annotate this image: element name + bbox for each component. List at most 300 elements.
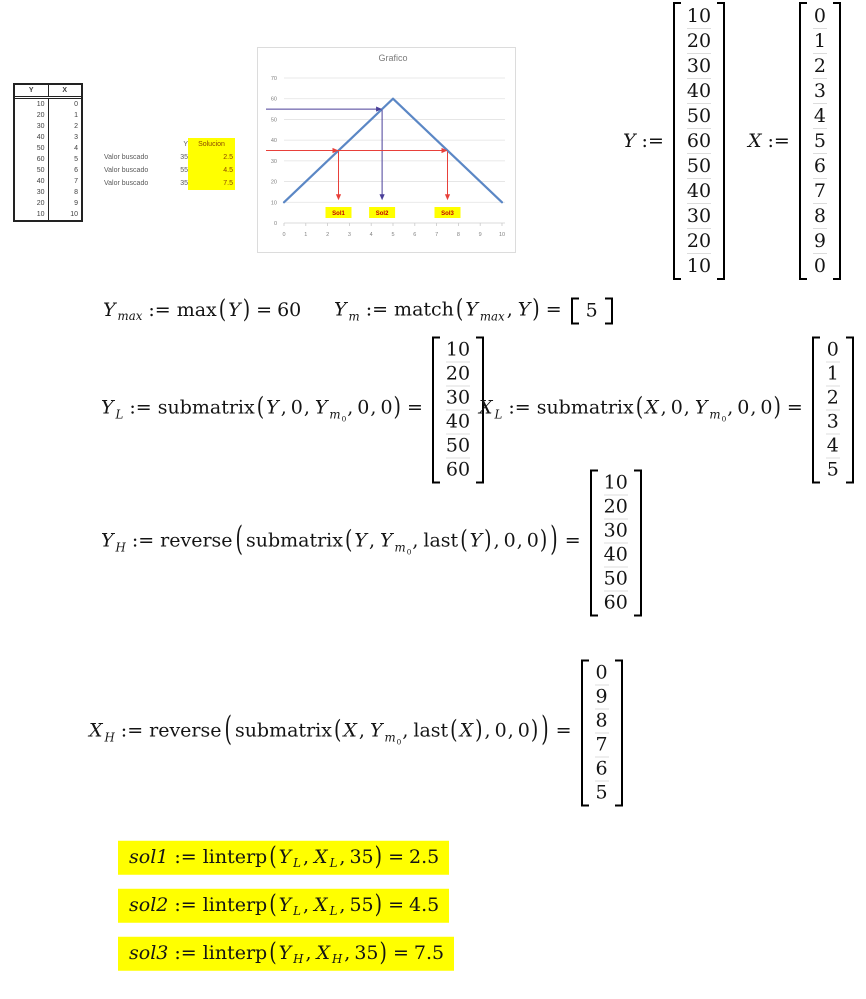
math-number: 0: [721, 414, 727, 424]
math-operator: ,: [402, 719, 409, 742]
math-number: 4.5: [408, 893, 440, 916]
table-row[interactable]: [15, 110, 81, 121]
lookup-solution-value: 2.5: [188, 151, 235, 164]
matrix-value: 0: [595, 661, 608, 684]
table-cell[interactable]: 10: [36, 211, 45, 218]
math-operator: :=: [129, 396, 152, 419]
math-operator: ,: [727, 396, 734, 419]
equation-sol1[interactable]: [118, 841, 449, 875]
matrix-column: [598, 470, 634, 617]
math-operator: :=: [174, 941, 197, 964]
matrix-value: 5: [813, 130, 826, 152]
math-subscript: [292, 904, 302, 918]
table-cell[interactable]: 30: [36, 189, 45, 196]
math-subscript: [329, 856, 339, 870]
table-cell[interactable]: 8: [48, 187, 82, 198]
math-variable: H: [293, 952, 304, 967]
math-number: 0: [406, 547, 412, 557]
lookup-y-value: 35: [180, 154, 188, 161]
math-variable: Y: [469, 529, 483, 552]
math-operator: ,: [339, 845, 346, 868]
math-operator: ,: [280, 396, 287, 419]
matrix-column: [579, 298, 605, 325]
matrix-value: 60: [603, 591, 628, 614]
math-paren: ): [475, 715, 483, 746]
lookup-table[interactable]: [104, 138, 235, 190]
math-subscript: [348, 309, 361, 323]
equation-sol2[interactable]: [118, 889, 449, 923]
math-variable: X: [645, 396, 659, 419]
matrix-value: 0: [826, 338, 839, 361]
equation-ym[interactable]: [333, 294, 617, 325]
math-variable: Y: [266, 396, 279, 419]
math-operator: ,: [344, 941, 351, 964]
table-row[interactable]: [15, 132, 81, 143]
math-variable: Y: [517, 298, 531, 321]
math-number: 0: [670, 396, 683, 419]
math-operator: ,: [370, 396, 377, 419]
math-operator: :=: [767, 130, 790, 152]
matrix-value: 4: [813, 105, 826, 127]
math-subscript: [384, 730, 402, 747]
math-number: 2.5: [408, 845, 440, 868]
math-variable: X: [343, 719, 357, 742]
math-operator: ,: [507, 719, 514, 742]
math-paren: (: [450, 715, 458, 746]
table-cell[interactable]: 20: [36, 112, 45, 119]
math-function: submatrix: [234, 719, 332, 742]
lookup-solution-value: 7.5: [188, 177, 235, 190]
math-operator: =: [786, 396, 803, 419]
column-header: X: [48, 85, 82, 96]
math-variable: Y: [278, 893, 292, 916]
math-paren: ): [539, 525, 548, 556]
matrix-value: 4: [826, 434, 839, 457]
math-big-paren: ): [541, 710, 549, 750]
math-subscript: [479, 309, 506, 323]
vector-x-definition[interactable]: [747, 2, 845, 280]
math-variable: X: [89, 719, 103, 742]
matrix-value: 9: [595, 685, 608, 708]
matrix-value: 5: [595, 781, 608, 804]
table-cell[interactable]: 9: [48, 198, 82, 209]
math-paren: (: [455, 294, 464, 325]
y-axis-tick-label: 60: [270, 96, 277, 103]
math-operator: =: [564, 529, 581, 552]
x-axis-tick-label: 5: [391, 232, 395, 238]
table-cell[interactable]: 2: [48, 121, 82, 132]
y-axis-tick-label: 40: [270, 138, 277, 145]
math-function: linterp: [202, 845, 268, 868]
math-function: last: [423, 529, 459, 552]
matrix-value: 30: [603, 519, 628, 542]
matrix-value: 7: [813, 180, 826, 202]
table-cell[interactable]: 0: [48, 99, 82, 110]
math-subscript: [342, 414, 347, 423]
math-big-paren: ): [550, 520, 558, 560]
x-axis-tick-label: 4: [369, 232, 373, 238]
math-operator: ,: [358, 719, 365, 742]
matrix-right-bracket: [717, 2, 725, 280]
matrix-value: 10: [603, 471, 628, 494]
matrix-right-bracket: [833, 2, 841, 280]
math-operator: ,: [303, 845, 310, 868]
math-number: 0: [503, 529, 516, 552]
math-variable: Y: [465, 298, 478, 321]
matrix-column: [440, 337, 476, 484]
table-cell[interactable]: 50: [36, 167, 45, 174]
math-operator: =: [545, 298, 562, 321]
math-paren: ): [374, 889, 383, 920]
grafico-chart[interactable]: [257, 47, 516, 253]
lookup-row-label: Valor buscado: [104, 154, 149, 161]
math-subscript: [494, 407, 504, 421]
math-subscript: [708, 407, 727, 424]
x-axis-tick-label: 8: [456, 232, 460, 238]
matrix-value: 10: [686, 255, 712, 277]
math-variable: L: [494, 407, 503, 422]
matrix-right-bracket: [634, 470, 642, 617]
math-operator: :=: [131, 529, 155, 552]
matrix-left-bracket: [812, 337, 820, 484]
matrix-value: 0: [813, 255, 826, 277]
table-cell[interactable]: 40: [36, 178, 45, 185]
math-variable: sol2: [129, 893, 169, 916]
matrix-value: 3: [826, 410, 839, 433]
matrix-value: 10: [686, 5, 712, 27]
math-subscript: [115, 540, 127, 554]
math-operator: :=: [174, 893, 197, 916]
x-axis-tick-label: 10: [498, 232, 506, 238]
math-variable: Y: [278, 941, 292, 964]
table-cell[interactable]: 6: [48, 165, 82, 176]
math-variable: Y: [314, 396, 328, 419]
matrix: [571, 298, 613, 325]
math-subscript: [292, 856, 302, 870]
math-operator: ,: [484, 719, 491, 742]
math-number: 0: [517, 719, 530, 742]
math-number: 0: [760, 396, 773, 419]
matrix-left-bracket: [432, 337, 440, 484]
matrix-value: 2: [813, 55, 826, 77]
math-variable: Y: [354, 529, 367, 552]
math-variable: Y: [369, 719, 383, 742]
equation-ymax[interactable]: [102, 294, 302, 325]
equation-yh[interactable]: [100, 470, 646, 617]
y-axis-tick-label: 50: [270, 117, 277, 124]
math-variable: X: [479, 396, 493, 419]
math-variable: H: [115, 540, 126, 555]
math-variable: L: [293, 904, 301, 919]
matrix-value: 1: [826, 362, 839, 385]
matrix: [799, 2, 841, 280]
table-row[interactable]: [15, 209, 81, 220]
matrix-value: 7: [595, 733, 608, 756]
table-row[interactable]: [15, 176, 81, 187]
math-variable: Y: [379, 529, 393, 552]
table-row[interactable]: [15, 165, 81, 176]
math-variable: sol1: [129, 845, 169, 868]
matrix: [432, 337, 484, 484]
math-variable: Y: [101, 396, 114, 419]
math-paren: (: [344, 525, 353, 556]
math-variable: X: [459, 719, 474, 742]
math-subscript: [397, 737, 402, 746]
math-operator: ,: [303, 893, 310, 916]
matrix-column: [820, 337, 846, 484]
math-big-paren: (: [235, 520, 243, 560]
matrix-value: 0: [813, 5, 826, 27]
lookup-solution-header: Solucion: [188, 138, 235, 151]
math-subscript: [104, 730, 116, 744]
math-operator: ,: [412, 529, 419, 552]
y-axis-tick-label: 10: [270, 200, 277, 207]
math-function: last: [413, 719, 449, 742]
math-number: 0: [341, 414, 347, 424]
matrix-left-bracket: [590, 470, 598, 617]
lookup-y-value: 55: [180, 167, 188, 174]
math-operator: =: [392, 941, 409, 964]
equation-sol3[interactable]: [118, 937, 454, 971]
math-number: 55: [349, 893, 374, 916]
table-row[interactable]: [15, 121, 81, 132]
chart-title: Grafico: [378, 53, 408, 63]
math-paren: ): [379, 937, 387, 968]
math-subscript: [292, 952, 304, 966]
math-variable: Y: [103, 298, 116, 321]
matrix-value: 60: [686, 130, 712, 152]
matrix-value: 50: [603, 567, 628, 590]
matrix-column: [807, 2, 833, 280]
x-axis-tick-label: 3: [347, 232, 351, 238]
math-variable: H: [104, 730, 115, 745]
math-variable: Y: [623, 130, 636, 152]
table-header-row: [15, 85, 81, 99]
math-variable: Y: [101, 529, 114, 552]
matrix-value: 5: [585, 299, 598, 322]
table-row[interactable]: [15, 143, 81, 154]
equation-xl[interactable]: [478, 337, 858, 484]
math-variable: Y: [228, 298, 241, 321]
table-cell[interactable]: 30: [36, 123, 45, 130]
matrix-value: 30: [686, 205, 712, 227]
matrix-value: 20: [686, 30, 712, 52]
math-operator: :=: [365, 298, 389, 321]
matrix-value: 10: [445, 338, 471, 361]
math-variable: Y: [278, 845, 292, 868]
math-function: match: [394, 298, 454, 321]
math-big-paren: (: [224, 710, 232, 750]
matrix-value: 8: [813, 205, 826, 227]
matrix-right-bracket: [846, 337, 854, 484]
math-number: 0: [357, 396, 370, 419]
math-variable: L: [329, 856, 338, 871]
x-axis-tick-label: 0: [282, 232, 286, 238]
column-header: Y: [28, 87, 34, 94]
matrix-value: 30: [445, 386, 471, 409]
table-cell[interactable]: 1: [48, 110, 82, 121]
lookup-y-value: 35: [180, 180, 188, 187]
math-variable: Y: [334, 298, 347, 321]
math-number: 35: [354, 941, 379, 964]
table-cell[interactable]: 10: [36, 101, 45, 108]
math-number: 0: [737, 396, 750, 419]
lookup-header-spacer: [104, 138, 170, 151]
lookup-row-label: Valor buscado: [104, 167, 149, 174]
table-row[interactable]: [15, 99, 81, 110]
math-operator: ,: [493, 529, 500, 552]
table-cell[interactable]: 5: [48, 154, 82, 165]
data-table[interactable]: [13, 83, 83, 222]
matrix-value: 6: [813, 155, 826, 177]
table-row[interactable]: [15, 154, 81, 165]
y-axis-tick-label: 30: [270, 158, 277, 165]
math-variable: m: [384, 730, 396, 745]
lookup-header-row: [104, 138, 235, 151]
lookup-row[interactable]: [104, 151, 235, 164]
table-cell[interactable]: 50: [36, 145, 45, 152]
matrix-value: 40: [603, 543, 628, 566]
matrix-right-bracket: [615, 660, 623, 807]
table-row[interactable]: [15, 187, 81, 198]
matrix-left-bracket: [571, 298, 579, 325]
math-number: 0: [396, 737, 402, 747]
math-paren: ): [242, 294, 251, 325]
sol-label-text: Sol2: [375, 211, 389, 217]
math-variable: max: [117, 309, 143, 324]
math-function: linterp: [202, 941, 268, 964]
x-axis-tick-label: 9: [478, 232, 482, 238]
math-function: reverse: [149, 719, 222, 742]
vector-y-definition[interactable]: [622, 2, 729, 280]
matrix-value: 20: [686, 230, 712, 252]
math-subscript: [722, 414, 727, 423]
matrix-value: 6: [595, 757, 608, 780]
lookup-row[interactable]: [104, 177, 235, 190]
math-subscript: [407, 547, 412, 556]
math-variable: max: [479, 309, 505, 324]
math-operator: ,: [683, 396, 690, 419]
math-variable: L: [293, 856, 301, 871]
matrix: [581, 660, 623, 807]
math-operator: ,: [516, 529, 523, 552]
sol-label-text: Sol1: [332, 211, 345, 217]
math-function: reverse: [160, 529, 233, 552]
math-number: 60: [277, 298, 302, 321]
math-operator: ,: [303, 396, 310, 419]
lookup-row-label: Valor buscado: [104, 180, 149, 187]
matrix-value: 30: [686, 55, 712, 77]
matrix-value: 8: [595, 709, 608, 732]
math-paren: ): [530, 715, 539, 746]
math-subscript: [331, 952, 343, 966]
table-row[interactable]: [15, 198, 81, 209]
math-variable: L: [329, 904, 338, 919]
table-cell[interactable]: 7: [48, 176, 82, 187]
math-paren: ): [484, 525, 492, 556]
math-operator: :=: [148, 298, 171, 321]
table-cell[interactable]: 40: [36, 134, 45, 141]
table-cell[interactable]: 4: [48, 143, 82, 154]
math-paren: ): [773, 392, 781, 423]
matrix-value: 40: [686, 180, 712, 202]
math-paren: ): [532, 294, 540, 325]
y-axis-tick-label: 70: [270, 76, 277, 82]
matrix-left-bracket: [673, 2, 681, 280]
matrix-value: 60: [445, 458, 471, 481]
math-variable: H: [332, 952, 343, 967]
math-operator: ,: [339, 893, 346, 916]
table-cell[interactable]: 60: [36, 156, 45, 163]
math-subscript: [394, 540, 412, 557]
equation-xh[interactable]: [88, 660, 627, 807]
matrix-value: 9: [813, 230, 826, 252]
math-subscript: [328, 407, 347, 424]
math-function: submatrix: [245, 529, 343, 552]
math-variable: m: [348, 309, 360, 324]
matrix-right-bracket: [605, 298, 613, 325]
matrix: [590, 470, 642, 617]
math-operator: :=: [120, 719, 144, 742]
math-variable: X: [316, 941, 331, 964]
math-operator: :=: [641, 130, 664, 152]
math-paren: (: [256, 392, 265, 423]
math-paren: (: [269, 937, 277, 968]
table-cell[interactable]: 3: [48, 132, 82, 143]
matrix-column: [681, 2, 717, 280]
math-function: linterp: [202, 893, 268, 916]
math-paren: ): [393, 392, 401, 423]
x-axis-tick-label: 2: [326, 232, 330, 238]
matrix-value: 1: [813, 30, 826, 52]
math-variable: m: [709, 407, 721, 422]
matrix: [673, 2, 725, 280]
math-operator: ,: [347, 396, 354, 419]
math-subscript: [117, 309, 144, 323]
math-operator: =: [388, 845, 404, 868]
x-axis-tick-label: 1: [304, 232, 308, 238]
math-operator: :=: [508, 396, 531, 419]
math-operator: =: [256, 298, 273, 321]
x-axis-tick-label: 6: [413, 232, 417, 238]
matrix-value: 50: [445, 434, 471, 457]
lookup-row[interactable]: [104, 164, 235, 177]
math-number: 0: [290, 396, 303, 419]
equation-yl[interactable]: [100, 337, 488, 484]
math-operator: =: [388, 893, 404, 916]
math-number: 7.5: [413, 941, 445, 964]
math-variable: sol3: [129, 941, 169, 964]
math-subscript: [329, 904, 339, 918]
math-number: 0: [494, 719, 507, 742]
math-operator: ,: [506, 298, 513, 321]
y-axis-tick-label: 0: [273, 221, 277, 227]
table-cell[interactable]: 10: [48, 209, 82, 220]
math-operator: :=: [174, 845, 197, 868]
matrix-value: 50: [686, 155, 712, 177]
math-number: 0: [380, 396, 393, 419]
math-subscript: [115, 407, 125, 421]
matrix-value: 5: [826, 458, 839, 481]
math-function: submatrix: [157, 396, 255, 419]
math-paren: (: [269, 841, 277, 872]
table-cell[interactable]: 20: [36, 200, 45, 207]
lookup-solution-value: 4.5: [188, 164, 235, 177]
math-number: 35: [349, 845, 374, 868]
x-axis-tick-label: 7: [435, 232, 439, 238]
math-operator: =: [406, 396, 423, 419]
math-operator: ,: [750, 396, 757, 419]
